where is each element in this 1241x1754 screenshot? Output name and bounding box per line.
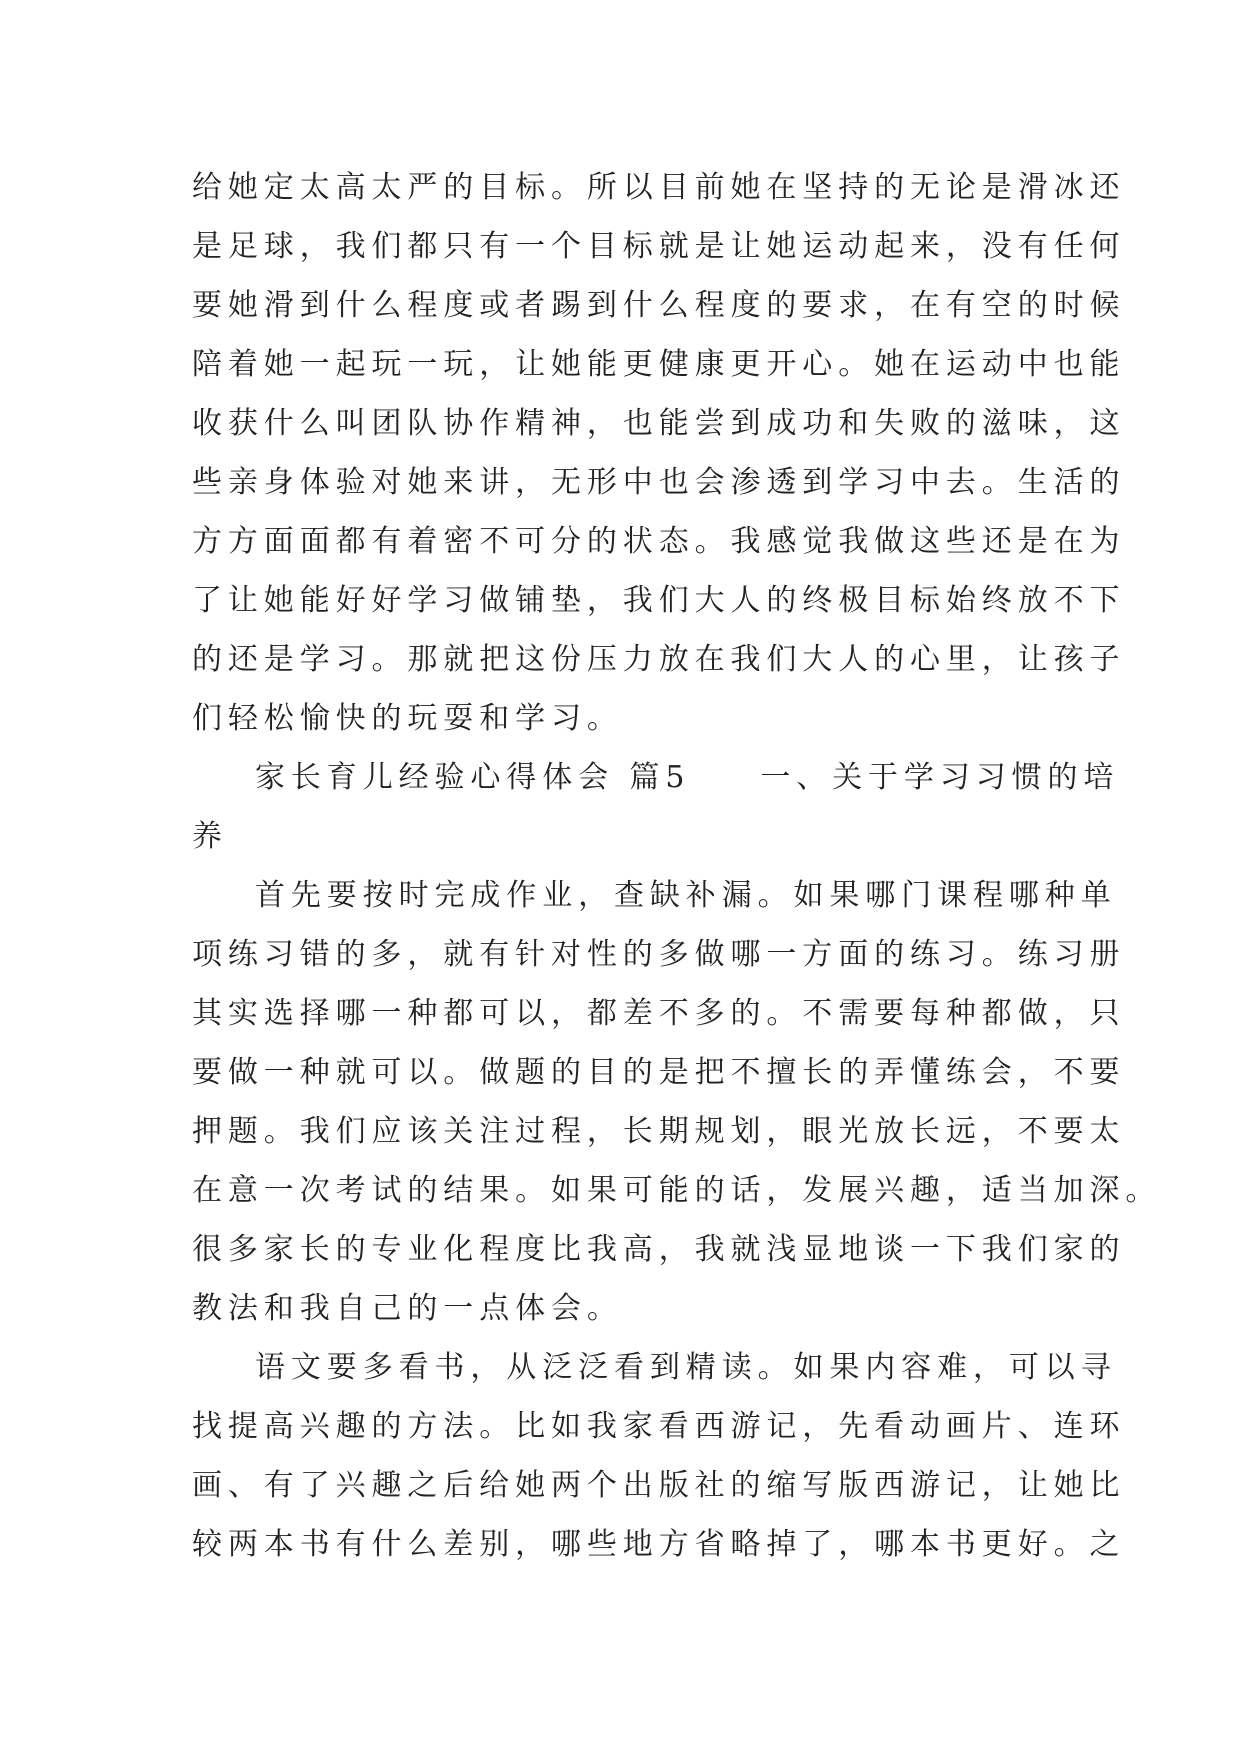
paragraph-1 bbox=[192, 158, 1126, 748]
heading-line-continued: 养 bbox=[192, 819, 228, 854]
text-line: 方方面面都有着密不可分的状态。我感觉我做这些还是在为 bbox=[192, 524, 1126, 559]
article-title: 家长育儿经验心得体会 篇5 bbox=[255, 760, 691, 795]
text-line: 很多家长的专业化程度比我高，我就浅显地谈一下我们家的 bbox=[192, 1232, 1126, 1267]
text-line: 收获什么叫团队协作精神，也能尝到成功和失败的滋味，这 bbox=[192, 406, 1126, 441]
text-line: 找提高兴趣的方法。比如我家看西游记，先看动画片、连环 bbox=[192, 1409, 1126, 1444]
text-line: 们轻松愉快的玩耍和学习。 bbox=[192, 701, 623, 736]
text-line: 首先要按时完成作业，查缺补漏。如果哪门课程哪种单 bbox=[255, 878, 1117, 913]
text-line: 要她滑到什么程度或者踢到什么程度的要求，在有空的时候 bbox=[192, 288, 1126, 323]
section-heading bbox=[192, 748, 1120, 866]
text-line: 些亲身体验对她来讲，无形中也会渗透到学习中去。生活的 bbox=[192, 465, 1126, 500]
text-line: 项练习错的多，就有针对性的多做哪一方面的练习。练习册 bbox=[192, 937, 1126, 972]
section-title: 一、关于学习习惯的培 bbox=[760, 760, 1120, 795]
text-line: 押题。我们应该关注过程，长期规划，眼光放长远，不要太 bbox=[192, 1114, 1126, 1149]
text-line: 要做一种就可以。做题的目的是把不擅长的弄懂练会，不要 bbox=[192, 1055, 1126, 1090]
text-line: 教法和我自己的一点体会。 bbox=[192, 1291, 623, 1326]
heading-line bbox=[192, 748, 1120, 807]
paragraph-2 bbox=[192, 866, 1162, 1338]
text-line: 其实选择哪一种都可以，都差不多的。不需要每种都做，只 bbox=[192, 996, 1126, 1031]
document-body bbox=[192, 158, 1162, 1574]
text-line: 了让她能好好学习做铺垫，我们大人的终极目标始终放不下 bbox=[192, 583, 1126, 618]
text-line: 陪着她一起玩一玩，让她能更健康更开心。她在运动中也能 bbox=[192, 347, 1126, 382]
text-line: 的还是学习。那就把这份压力放在我们大人的心里，让孩子 bbox=[192, 642, 1126, 677]
text-line: 在意一次考试的结果。如果可能的话，发展兴趣，适当加深。 bbox=[192, 1173, 1162, 1208]
text-line: 是足球，我们都只有一个目标就是让她运动起来，没有任何 bbox=[192, 229, 1126, 264]
text-line: 给她定太高太严的目标。所以目前她在坚持的无论是滑冰还 bbox=[192, 170, 1126, 205]
paragraph-3 bbox=[192, 1338, 1126, 1574]
text-line: 画、有了兴趣之后给她两个出版社的缩写版西游记，让她比 bbox=[192, 1468, 1126, 1503]
text-line: 较两本书有什么差别，哪些地方省略掉了，哪本书更好。之 bbox=[192, 1527, 1126, 1562]
text-line: 语文要多看书，从泛泛看到精读。如果内容难，可以寻 bbox=[255, 1350, 1117, 1385]
